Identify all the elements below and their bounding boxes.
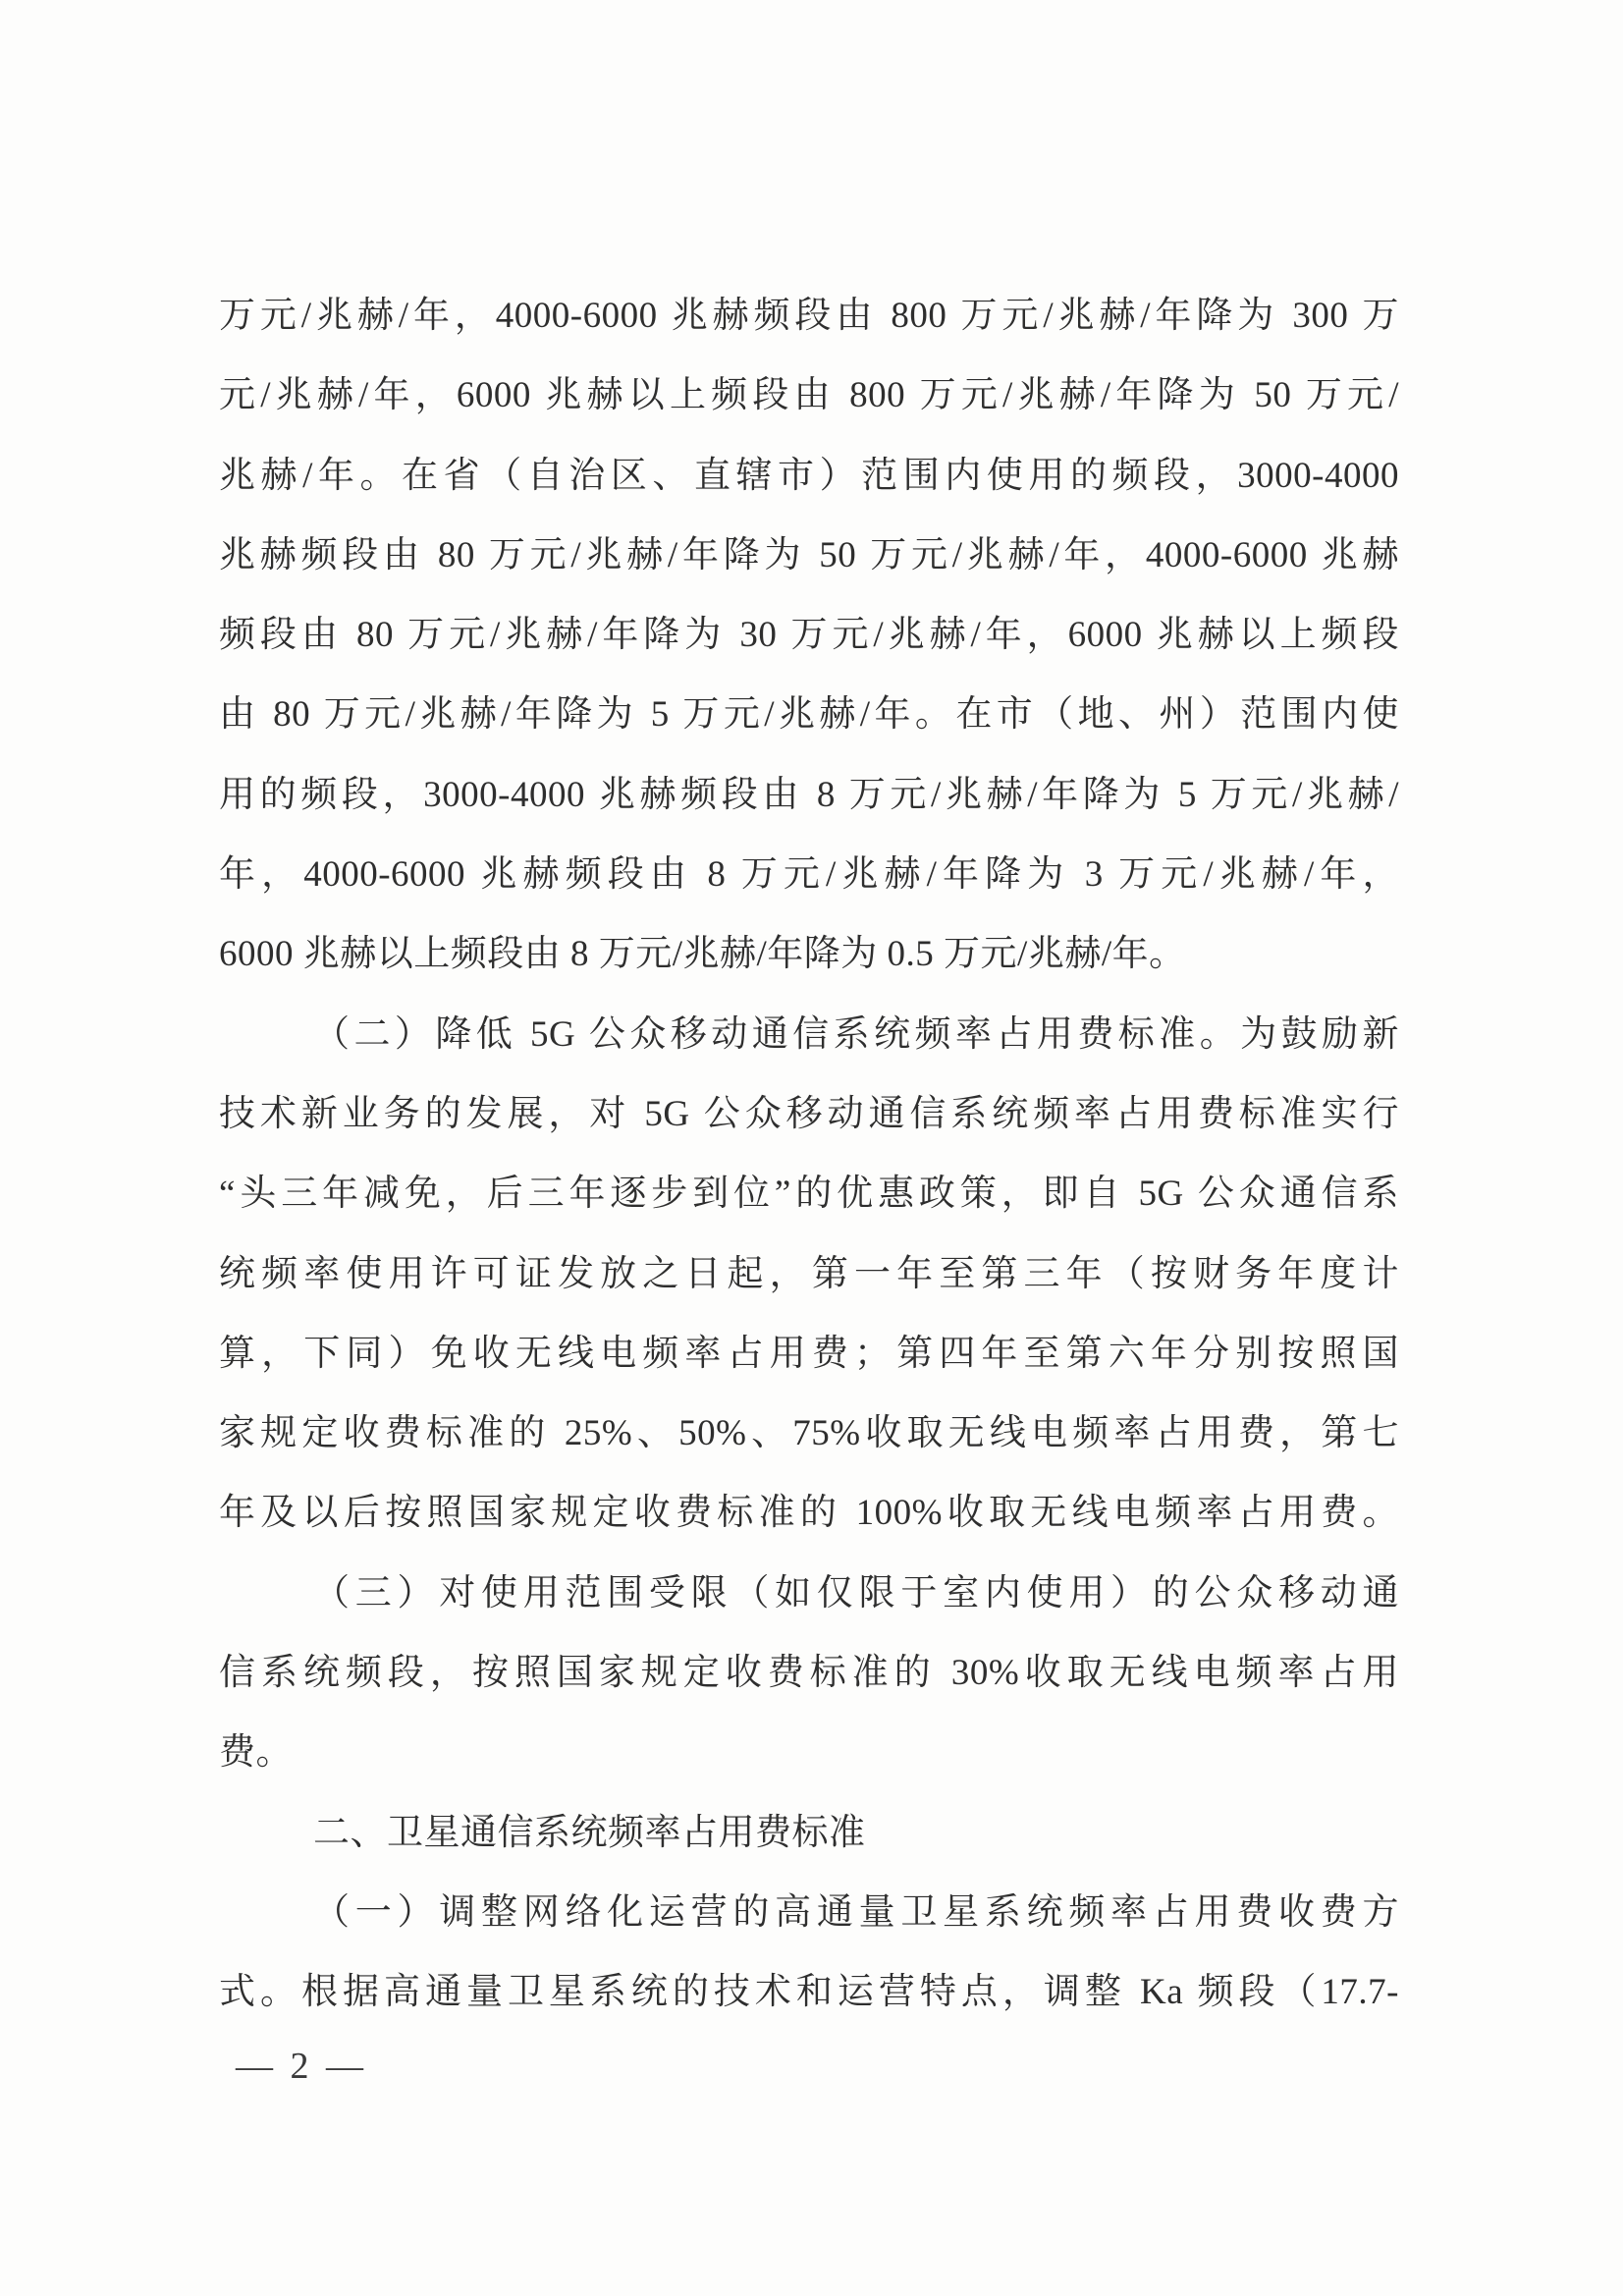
text-line: 家规定收费标准的 25%、50%、75%收取无线电频率占用费，第七 bbox=[219, 1413, 1399, 1454]
text-line: 费。 bbox=[219, 1732, 293, 1774]
text-line: 式。根据高通量卫星系统的技术和运营特点，调整 Ka 频段（17.7- bbox=[219, 1972, 1399, 2013]
text-line: 万元/兆赫/年，4000-6000 兆赫频段由 800 万元/兆赫/年降为 300 万 bbox=[219, 296, 1399, 336]
text-line: 用的频段，3000-4000 兆赫频段由 8 万元/兆赫/年降为 5 万元/兆赫/ bbox=[219, 774, 1399, 815]
text-block bbox=[219, 276, 1399, 2033]
text-line: 兆赫/年。在省（自治区、直辖市）范围内使用的频段，3000-4000 bbox=[219, 455, 1399, 496]
text-line: 统频率使用许可证发放之日起，第一年至第三年（按财务年度计 bbox=[219, 1253, 1399, 1294]
text-line: 由 80 万元/兆赫/年降为 5 万元/兆赫/年。在市（地、州）范围内使 bbox=[219, 694, 1399, 736]
text-line: 年，4000-6000 兆赫频段由 8 万元/兆赫/年降为 3 万元/兆赫/年， bbox=[219, 854, 1399, 896]
text-line: 信系统频段，按照国家规定收费标准的 30%收取无线电频率占用 bbox=[219, 1653, 1399, 1694]
text-line: （二）降低 5G 公众移动通信系统频率占用费标准。为鼓励新 bbox=[313, 1013, 1399, 1055]
text-line: 年及以后按照国家规定收费标准的 100%收取无线电频率占用费。 bbox=[219, 1493, 1399, 1534]
text-line: “头三年减免，后三年逐步到位”的优惠政策，即自 5G 公众通信系 bbox=[219, 1174, 1399, 1215]
text-line: （一）调整网络化运营的高通量卫星系统频率占用费收费方 bbox=[313, 1891, 1399, 1933]
text-line: 算，下同）免收无线电频率占用费；第四年至第六年分别按照国 bbox=[219, 1333, 1399, 1374]
page-number: — 2 — bbox=[236, 2046, 367, 2087]
text-line: 兆赫频段由 80 万元/兆赫/年降为 50 万元/兆赫/年，4000-6000 兆赫 bbox=[219, 534, 1399, 575]
text-line: 频段由 80 万元/兆赫/年降为 30 万元/兆赫/年，6000 兆赫以上频段 bbox=[219, 615, 1399, 656]
text-line: 技术新业务的发展，对 5G 公众移动通信系统频率占用费标准实行 bbox=[219, 1093, 1399, 1134]
text-line: 6000 兆赫以上频段由 8 万元/兆赫/年降为 0.5 万元/兆赫/年。 bbox=[219, 934, 1186, 975]
text-line: （三）对使用范围受限（如仅限于室内使用）的公众移动通 bbox=[313, 1572, 1399, 1613]
text-line: 元/兆赫/年，6000 兆赫以上频段由 800 万元/兆赫/年降为 50 万元/ bbox=[219, 375, 1399, 416]
text-line: 二、卫星通信系统频率占用费标准 bbox=[313, 1812, 866, 1853]
